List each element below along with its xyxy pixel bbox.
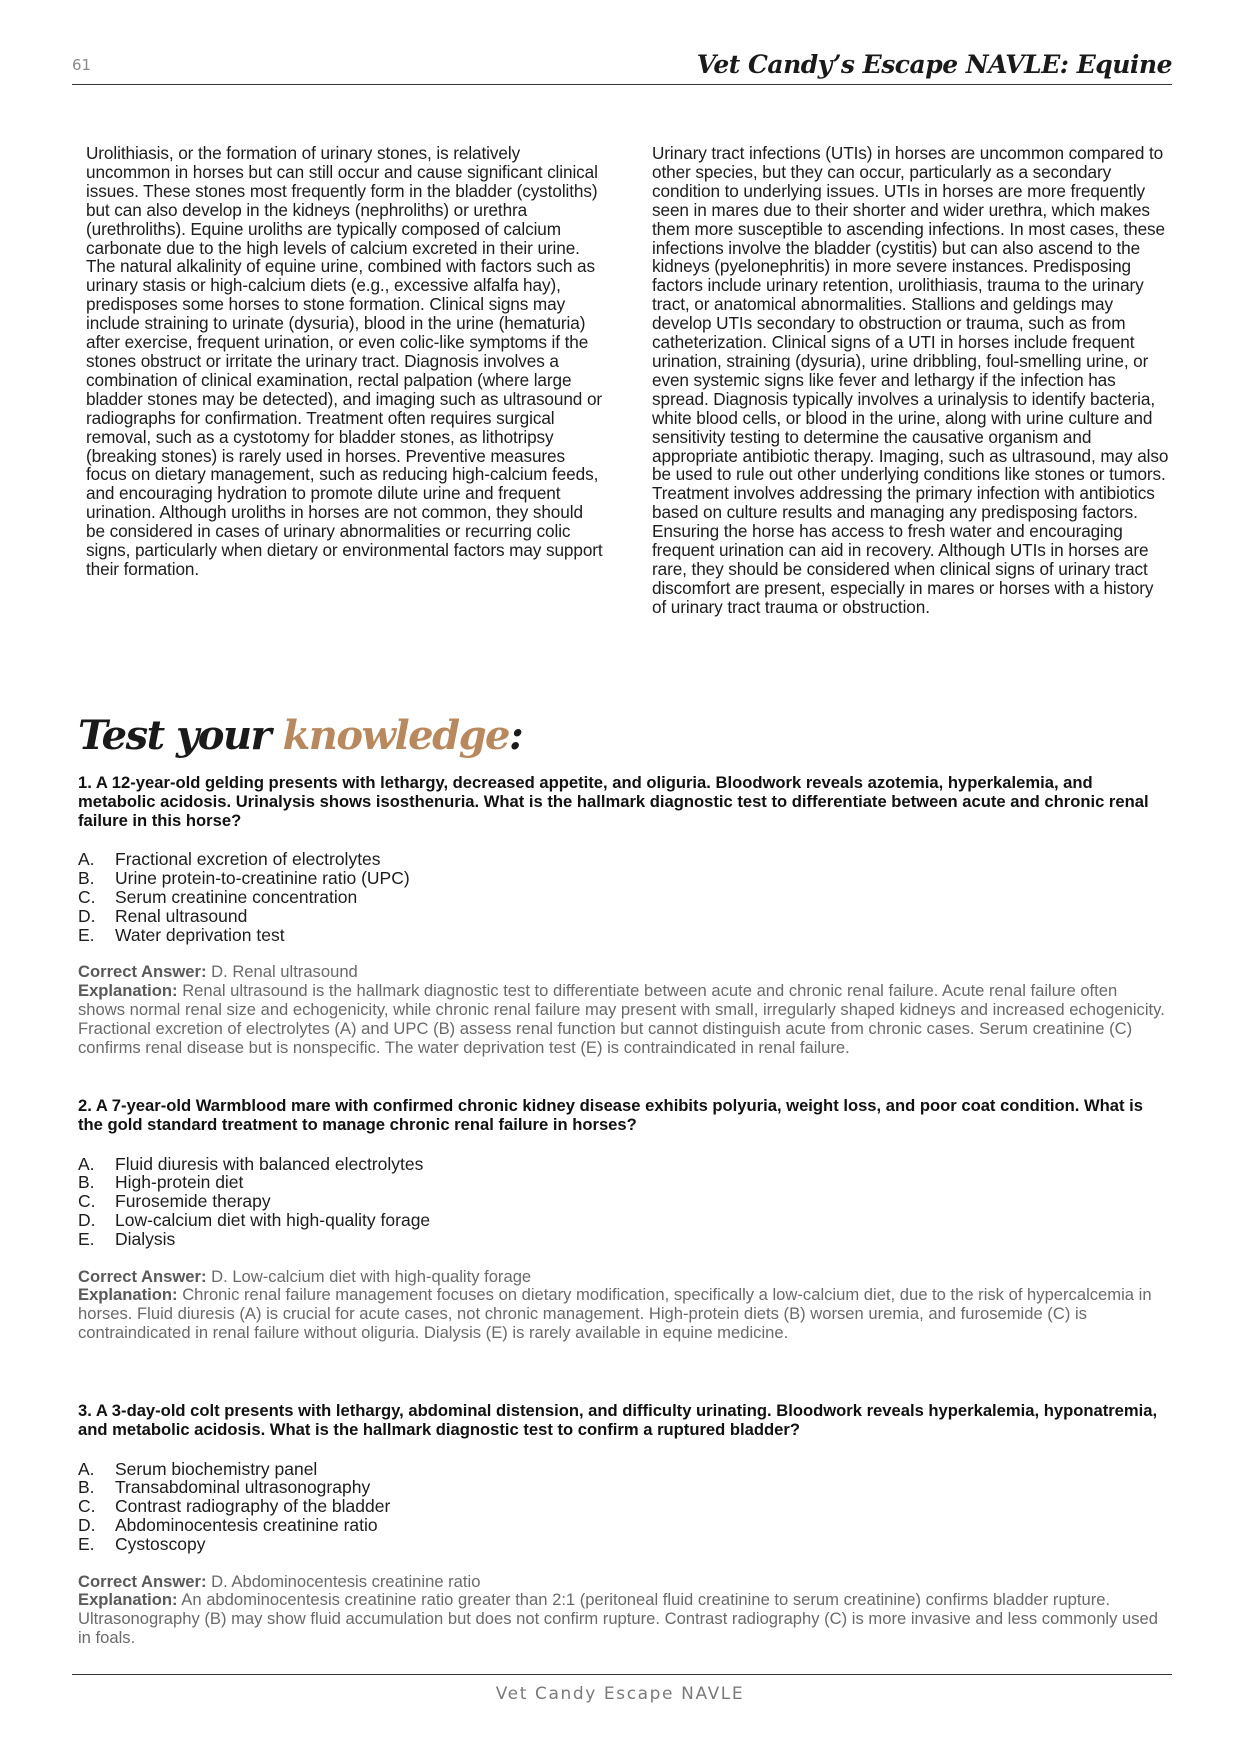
option-c <box>78 1497 1168 1516</box>
option-letter: D. <box>78 905 96 926</box>
question-2 <box>78 1097 1168 1343</box>
correct-answer <box>78 963 1168 982</box>
correct-answer-label: Correct Answer: <box>78 1571 207 1591</box>
option-a <box>78 1155 1168 1174</box>
option-text: Urine protein-to-creatinine ratio (UPC) <box>115 868 410 889</box>
uti-paragraph-1: Urinary tract infections (UTIs) in horses are uncommon compared to other species, but they can occur, particularly as a secondary condition to underlying issues. UTIs in horses are more frequently seen in mares due to their shorter and wider urethra, which makes them more susceptible to ascending infections. In most cases, these infections involve the bladder (cystitis) but can also ascend to the kidneys (pyelonephritis) in more severe instances. Predisposing factors include urinary retention, urolithiasis, trauma to the urinary tract, or anatomical abnormalities. Stallions and geldings may develop UTIs secondary to obstruction or trauma, such as from catheterization. Clinical signs of a UTI in horses include frequent urination, straining (dysuria), urine dribbling, foul-smelling urine, or even systemic signs like fever and lethargy if the infection has spread. Diagnosis typically involves a urinalysis to identify bacteria, white blood cells, or blood in the urine, along with urine culture and sensitivity testing to determine the causative organism and appropriate antibiotic therapy. Imaging, such as ultrasound, may also be used to rule out other underlying conditions like stones or tumors. <box>652 143 1169 485</box>
option-letter: C. <box>78 886 96 907</box>
option-text: Furosemide therapy <box>115 1191 271 1212</box>
option-letter: A. <box>78 1458 95 1479</box>
option-letter: C. <box>78 1191 96 1212</box>
explanation <box>78 982 1168 1057</box>
option-b <box>78 1173 1168 1192</box>
option-d <box>78 1516 1168 1535</box>
option-letter: A. <box>78 849 95 870</box>
correct-answer-value: D. Abdominocentesis creatinine ratio <box>211 1571 481 1591</box>
explanation-text: Chronic renal failure management focuses on dietary modification, specifically a low-calcium diet, due to the risk of hypercalcemia in horses. Fluid diuresis (A) is crucial for acute cases, not chronic management. High-protein diets (B) worsen uremia, and furosemide (C) is contraindicated in renal failure without oliguria. Dialysis (E) is rarely available in equine medicine. <box>78 1285 1152 1342</box>
section-heading <box>78 712 522 759</box>
question-1 <box>78 774 1168 1057</box>
explanation <box>78 1591 1168 1647</box>
explanation-label: Explanation: <box>78 1285 178 1305</box>
heading-part-3: : <box>509 712 523 759</box>
option-a <box>78 1460 1168 1479</box>
option-letter: B. <box>78 868 95 889</box>
question-stem: 2. A 7-year-old Warmblood mare with confirmed chronic kidney disease exhibits polyuria, weight loss, and poor coat condition. What is the gold standard treatment to manage chronic renal failure in horses? <box>78 1096 1143 1134</box>
option-letter: E. <box>78 924 95 945</box>
question-stem: 3. A 3-day-old colt presents with lethargy, abdominal distension, and difficulty urinating. Bloodwork reveals hyperkalemia, hyponatremia, and metabolic acidosis. What is the hallmark diagnostic test to confirm a ruptured bladder? <box>78 1401 1158 1439</box>
option-e <box>78 926 1168 945</box>
explanation-label: Explanation: <box>78 1590 178 1610</box>
footer-divider <box>72 1674 1172 1675</box>
explanation-text: Renal ultrasound is the hallmark diagnostic test to differentiate between acute and chronic renal failure. Acute renal failure often shows normal renal size and echogenicity, while chronic renal failure may present with small, irregularly shaped kidneys and increased echogenicity. Fractional excretion of electrolytes (A) and UPC (B) assess renal function but cannot distinguish acute from chronic cases. Serum creatinine (C) confirms renal disease but is nonspecific. The water deprivation test (E) is contraindicated in renal failure. <box>78 981 1165 1057</box>
option-e <box>78 1535 1168 1554</box>
option-text: Renal ultrasound <box>115 905 248 926</box>
option-c <box>78 888 1168 907</box>
option-d <box>78 1211 1168 1230</box>
option-letter: C. <box>78 1496 96 1517</box>
option-text: Dialysis <box>115 1228 176 1249</box>
question-3 <box>78 1402 1168 1648</box>
answer-block <box>78 1268 1168 1343</box>
uti-column <box>652 144 1172 617</box>
heading-accent: knowledge <box>282 712 510 759</box>
option-letter: B. <box>78 1172 95 1193</box>
explanation <box>78 1286 1168 1342</box>
option-d <box>78 907 1168 926</box>
answer-options <box>78 850 1168 944</box>
option-text: Cystoscopy <box>115 1533 206 1554</box>
correct-answer-value: D. Renal ultrasound <box>211 962 358 982</box>
option-text: Fluid diuresis with balanced electrolytes <box>115 1153 424 1174</box>
correct-answer-value: D. Low-calcium diet with high-quality forage <box>211 1266 532 1286</box>
correct-answer <box>78 1573 1168 1592</box>
question-stem: 1. A 12-year-old gelding presents with lethargy, decreased appetite, and oliguria. Bloodwork reveals azotemia, hyperkalemia, and metabolic acidosis. Urinalysis shows isosthenuria. What is the hallmark diagnostic test to differentiate between acute and chronic renal failure in this horse? <box>78 773 1149 830</box>
answer-options <box>78 1460 1168 1554</box>
option-text: High-protein diet <box>115 1172 244 1193</box>
option-b <box>78 1478 1168 1497</box>
option-text: Transabdominal ultrasonography <box>115 1477 371 1498</box>
explanation-text: An abdominocentesis creatinine ratio greater than 2:1 (peritoneal fluid creatinine to serum creatinine) confirms bladder rupture. Ultrasonography (B) may show fluid accumulation but does not confirm rupture. Contrast radiography (C) is more invasive and less commonly used in foals. <box>78 1590 1158 1647</box>
option-letter: A. <box>78 1153 95 1174</box>
footer-title: Vet Candy Escape NAVLE <box>495 1684 745 1704</box>
running-title: Vet Candy’s Escape NAVLE: Equine <box>696 50 1172 79</box>
urolithiasis-paragraph: Urolithiasis, or the formation of urinary stones, is relatively uncommon in horses but can still occur and cause significant clinical issues. These stones most frequently form in the bladder (cystoliths) but can also develop in the kidneys (nephroliths) or urethra (urethroliths). Equine uroliths are typically composed of calcium carbonate due to the high levels of calcium excreted in their urine. The natural alkalinity of equine urine, combined with factors such as urinary stasis or high-calcium diets (e.g., excessive alfalfa hay), predisposes some horses to stone formation. Clinical signs may include straining to urinate (dysuria), blood in the urine (hematuria) after exercise, frequent urination, or even colic-like symptoms if the stones obstruct or irritate the urinary tract. Diagnosis involves a combination of clinical examination, rectal palpation (where large bladder stones may be detected), and imaging such as ultrasound or radiographs for confirmation. Treatment often requires surgical removal, such as a cystotomy for bladder stones, as lithotripsy (breaking stones) is rarely used in horses. Preventive measures focus on dietary management, such as reducing high-calcium feeds, and encouraging hydration to promote dilute urine and frequent urination. Although uroliths in horses are not common, they should be considered in cases of urinary abnormalities or recurring colic signs, particularly when dietary or environmental factors may support their formation. <box>86 143 603 579</box>
option-letter: E. <box>78 1533 95 1554</box>
page-number: 61 <box>72 56 92 74</box>
option-letter: D. <box>78 1209 96 1230</box>
explanation-label: Explanation: <box>78 981 178 1001</box>
answer-options <box>78 1155 1168 1249</box>
option-text: Water deprivation test <box>115 924 285 945</box>
header-divider <box>72 84 1172 85</box>
option-text: Serum creatinine concentration <box>115 886 358 907</box>
option-letter: E. <box>78 1228 95 1249</box>
option-letter: B. <box>78 1477 95 1498</box>
heading-part-1: Test your <box>78 712 283 759</box>
option-c <box>78 1192 1168 1211</box>
option-a <box>78 850 1168 869</box>
option-text: Fractional excretion of electrolytes <box>115 849 381 870</box>
option-text: Serum biochemistry panel <box>115 1458 318 1479</box>
correct-answer-label: Correct Answer: <box>78 1266 207 1286</box>
option-text: Low-calcium diet with high-quality forage <box>115 1209 431 1230</box>
answer-block <box>78 1573 1168 1648</box>
correct-answer-label: Correct Answer: <box>78 962 207 982</box>
option-b <box>78 869 1168 888</box>
urolithiasis-column <box>86 144 606 579</box>
answer-block <box>78 963 1168 1057</box>
option-letter: D. <box>78 1514 96 1535</box>
option-text: Abdominocentesis creatinine ratio <box>115 1514 378 1535</box>
option-text: Contrast radiography of the bladder <box>115 1496 391 1517</box>
option-e <box>78 1230 1168 1249</box>
uti-paragraph-2: Treatment involves addressing the primary infection with antibiotics based on culture results and managing any predisposing factors. Ensuring the horse has access to fresh water and encouraging frequent urination can aid in recovery. Although UTIs in horses are rare, they should be considered when clinical signs of urinary tract discomfort are present, especially in mares or horses with a history of urinary tract trauma or obstruction. <box>652 483 1155 617</box>
correct-answer <box>78 1268 1168 1287</box>
